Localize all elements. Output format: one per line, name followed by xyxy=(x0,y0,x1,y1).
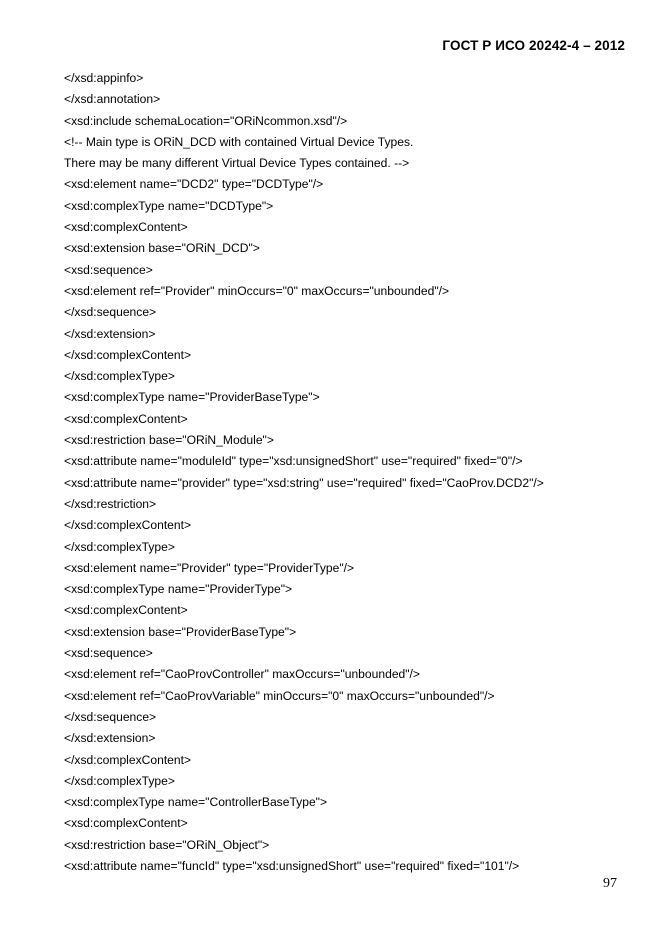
code-line: <xsd:complexType name="ControllerBaseType"> xyxy=(64,795,328,810)
code-line: <xsd:complexContent> xyxy=(64,220,188,235)
code-line: <xsd:attribute name="moduleId" type="xsd:unsignedShort" use="required" fixed="0"/> xyxy=(64,454,523,469)
code-line: <xsd:extension base="ORiN_DCD"> xyxy=(64,241,260,256)
code-line: <xsd:restriction base="ORiN_Module"> xyxy=(64,433,274,448)
code-line: <xsd:element name="DCD2" type="DCDType"/> xyxy=(64,177,324,192)
code-line: <xsd:complexType name="DCDType"> xyxy=(64,198,274,213)
xsd-code-listing xyxy=(64,68,644,877)
code-line: <xsd:complexContent> xyxy=(64,603,188,618)
code-line: <xsd:complexContent> xyxy=(64,816,188,831)
code-line: </xsd:complexType> xyxy=(64,773,175,788)
code-line: <xsd:include schemaLocation="ORiNcommon.xsd"/> xyxy=(64,113,348,128)
page-number: 97 xyxy=(603,876,617,891)
code-line: <xsd:extension base="ProviderBaseType"> xyxy=(64,624,297,639)
code-line: <xsd:element ref="CaoProvVariable" minOccurs="0" maxOccurs="unbounded"/> xyxy=(64,688,495,703)
code-line: <xsd:complexType name="ProviderBaseType"> xyxy=(64,390,320,405)
code-line: </xsd:extension> xyxy=(64,731,156,746)
code-line: <xsd:element ref="CaoProvController" maxOccurs="unbounded"/> xyxy=(64,667,420,682)
code-line: </xsd:sequence> xyxy=(64,305,157,320)
code-line: <xsd:attribute name="provider" type="xsd:string" use="required" fixed="CaoProv.DCD2"/> xyxy=(64,475,544,490)
code-line: <xsd:sequence> xyxy=(64,262,153,277)
code-line: </xsd:annotation> xyxy=(64,92,161,107)
code-line: <xsd:element ref="Provider" minOccurs="0" maxOccurs="unbounded"/> xyxy=(64,283,450,298)
code-line: </xsd:complexType> xyxy=(64,539,175,554)
code-line: There may be many different Virtual Device Types contained. --> xyxy=(64,156,410,171)
code-line: </xsd:sequence> xyxy=(64,709,157,724)
code-line: <xsd:attribute name="funcId" type="xsd:unsignedShort" use="required" fixed="101"/> xyxy=(64,858,520,873)
code-line: </xsd:complexContent> xyxy=(64,518,192,533)
code-line: </xsd:complexType> xyxy=(64,369,175,384)
code-line: <xsd:restriction base="ORiN_Object"> xyxy=(64,837,270,852)
code-line: </xsd:appinfo> xyxy=(64,71,144,85)
code-line: <!-- Main type is ORiN_DCD with contained Virtual Device Types. xyxy=(64,134,414,149)
code-line: <xsd:sequence> xyxy=(64,646,153,661)
document-header: ГОСТ Р ИСО 20242-4 – 2012 xyxy=(442,38,625,53)
code-line: <xsd:complexType name="ProviderType"> xyxy=(64,582,293,597)
code-line: </xsd:restriction> xyxy=(64,496,157,511)
code-line: <xsd:element name="Provider" type="ProviderType"/> xyxy=(64,560,355,575)
code-line: <xsd:complexContent> xyxy=(64,411,188,426)
code-line: </xsd:extension> xyxy=(64,326,156,341)
code-line: </xsd:complexContent> xyxy=(64,347,192,362)
code-line: </xsd:complexContent> xyxy=(64,752,192,767)
